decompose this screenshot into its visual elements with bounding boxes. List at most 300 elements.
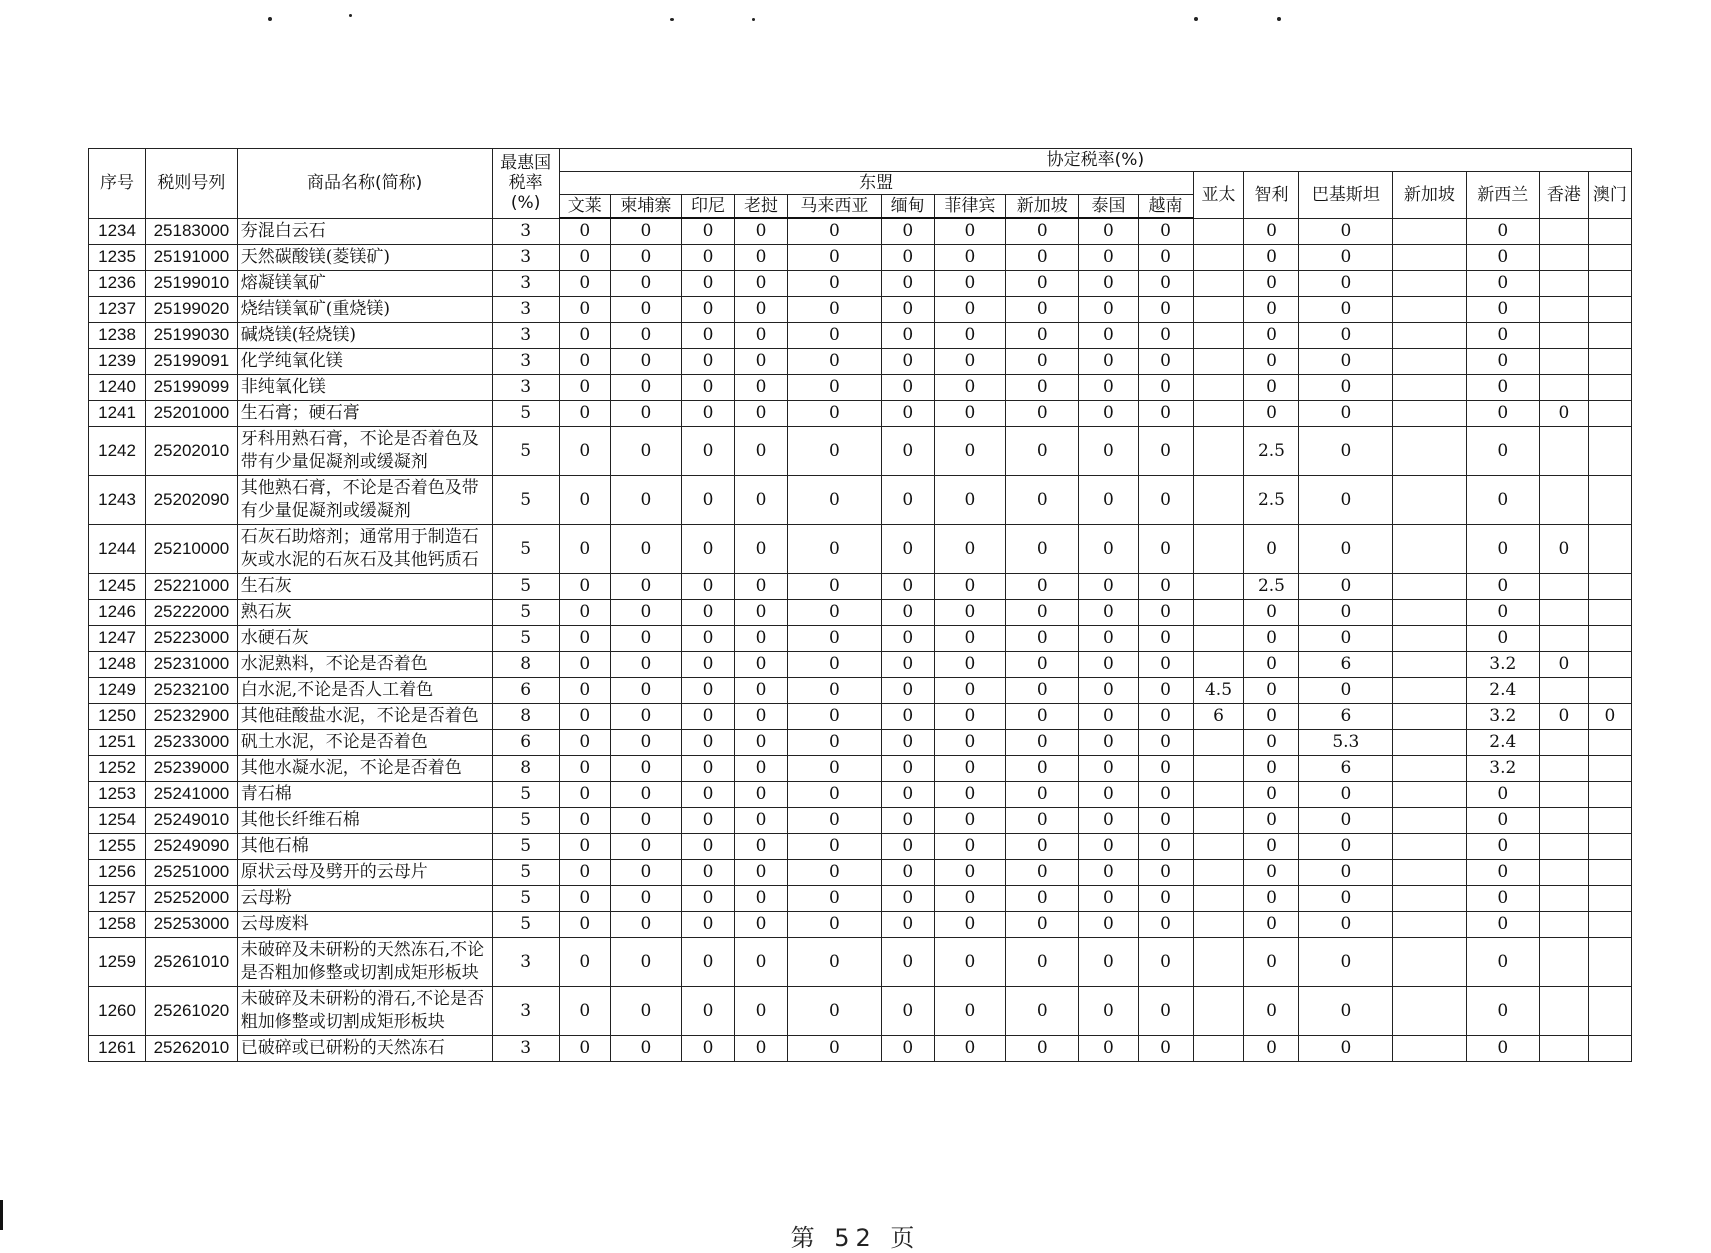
row-other-rate	[1193, 755, 1244, 781]
header-hong-kong: 香港	[1539, 172, 1588, 219]
row-asean-rate: 0	[881, 1035, 934, 1061]
row-asean-rate: 0	[735, 911, 788, 937]
row-other-rate	[1588, 911, 1631, 937]
row-other-rate: 0	[1299, 218, 1393, 244]
row-other-rate	[1393, 270, 1466, 296]
row-other-rate: 0	[1244, 807, 1299, 833]
row-asean-rate: 0	[881, 348, 934, 374]
row-asean-rate: 0	[1138, 270, 1193, 296]
row-seq: 1257	[89, 885, 146, 911]
row-asean-rate: 0	[682, 703, 735, 729]
row-other-rate	[1539, 937, 1588, 986]
row-other-rate	[1539, 244, 1588, 270]
row-other-rate	[1193, 651, 1244, 677]
row-seq: 1252	[89, 755, 146, 781]
row-other-rate: 0	[1539, 400, 1588, 426]
row-asean-rate: 0	[682, 729, 735, 755]
table-row	[89, 524, 1632, 573]
row-code: 25202090	[146, 475, 238, 524]
row-asean-rate: 0	[788, 374, 882, 400]
row-asean-rate: 0	[881, 911, 934, 937]
row-other-rate: 0	[1466, 475, 1539, 524]
row-asean-rate: 0	[1006, 400, 1079, 426]
row-asean-rate: 0	[1079, 755, 1138, 781]
row-code: 25199010	[146, 270, 238, 296]
table-row	[89, 322, 1632, 348]
row-other-rate	[1539, 599, 1588, 625]
row-asean-rate: 0	[1138, 218, 1193, 244]
row-asean-rate: 0	[934, 244, 1005, 270]
row-mfn: 3	[492, 986, 559, 1035]
row-other-rate	[1193, 625, 1244, 651]
row-asean-rate: 0	[682, 651, 735, 677]
row-asean-rate: 0	[881, 651, 934, 677]
row-asean-rate: 0	[610, 625, 681, 651]
row-asean-rate: 0	[735, 885, 788, 911]
row-other-rate: 0	[1299, 833, 1393, 859]
row-other-rate: 0	[1244, 911, 1299, 937]
row-asean-rate: 0	[610, 348, 681, 374]
row-other-rate	[1588, 651, 1631, 677]
row-asean-rate: 0	[610, 244, 681, 270]
row-mfn: 8	[492, 703, 559, 729]
row-asean-rate: 0	[1138, 374, 1193, 400]
row-mfn: 3	[492, 244, 559, 270]
row-other-rate: 0	[1466, 833, 1539, 859]
row-other-rate: 0	[1466, 625, 1539, 651]
row-name: 水泥熟料，不论是否着色	[237, 651, 492, 677]
row-other-rate: 0	[1466, 270, 1539, 296]
row-other-rate: 0	[1466, 885, 1539, 911]
row-asean-rate: 0	[559, 625, 610, 651]
row-mfn: 5	[492, 475, 559, 524]
row-asean-rate: 0	[788, 781, 882, 807]
row-mfn: 5	[492, 524, 559, 573]
row-other-rate: 0	[1244, 755, 1299, 781]
row-other-rate	[1539, 859, 1588, 885]
row-other-rate	[1588, 807, 1631, 833]
row-asean-rate: 0	[735, 475, 788, 524]
row-asean-rate: 0	[1006, 599, 1079, 625]
row-seq: 1256	[89, 859, 146, 885]
row-other-rate	[1539, 986, 1588, 1035]
row-asean-rate: 0	[934, 729, 1005, 755]
row-asean-rate: 0	[610, 400, 681, 426]
row-seq: 1245	[89, 573, 146, 599]
row-asean-rate: 0	[1006, 374, 1079, 400]
row-other-rate	[1588, 755, 1631, 781]
row-other-rate	[1193, 400, 1244, 426]
row-asean-rate: 0	[1138, 244, 1193, 270]
row-asean-rate: 0	[1006, 755, 1079, 781]
row-other-rate: 0	[1466, 348, 1539, 374]
row-asean-rate: 0	[934, 426, 1005, 475]
row-other-rate: 3.2	[1466, 703, 1539, 729]
row-asean-rate: 0	[610, 374, 681, 400]
row-asean-rate: 0	[610, 524, 681, 573]
row-asean-rate: 0	[881, 322, 934, 348]
row-seq: 1253	[89, 781, 146, 807]
row-asean-rate: 0	[610, 296, 681, 322]
row-asean-rate: 0	[735, 859, 788, 885]
row-other-rate: 5.3	[1299, 729, 1393, 755]
row-asean-rate: 0	[881, 270, 934, 296]
row-code: 25199099	[146, 374, 238, 400]
row-seq: 1248	[89, 651, 146, 677]
row-other-rate	[1588, 986, 1631, 1035]
header-cambodia: 柬埔寨	[610, 195, 681, 219]
scan-speck	[670, 18, 674, 21]
row-other-rate	[1393, 651, 1466, 677]
row-other-rate: 0	[1244, 244, 1299, 270]
row-seq: 1235	[89, 244, 146, 270]
row-asean-rate: 0	[934, 374, 1005, 400]
table-row	[89, 426, 1632, 475]
row-asean-rate: 0	[881, 524, 934, 573]
row-other-rate	[1193, 322, 1244, 348]
row-other-rate	[1588, 677, 1631, 703]
row-asean-rate: 0	[1079, 475, 1138, 524]
row-asean-rate: 0	[1079, 348, 1138, 374]
table-row	[89, 911, 1632, 937]
row-asean-rate: 0	[682, 400, 735, 426]
row-asean-rate: 0	[610, 911, 681, 937]
row-asean-rate: 0	[1079, 426, 1138, 475]
row-name: 其他硅酸盐水泥，不论是否着色	[237, 703, 492, 729]
row-mfn: 3	[492, 218, 559, 244]
row-asean-rate: 0	[682, 244, 735, 270]
table-row	[89, 703, 1632, 729]
row-name: 生石灰	[237, 573, 492, 599]
row-asean-rate: 0	[1079, 244, 1138, 270]
row-asean-rate: 0	[610, 755, 681, 781]
row-other-rate: 0	[1299, 348, 1393, 374]
row-other-rate: 0	[1244, 348, 1299, 374]
row-code: 25252000	[146, 885, 238, 911]
row-name: 青石棉	[237, 781, 492, 807]
row-mfn: 8	[492, 755, 559, 781]
row-code: 25232100	[146, 677, 238, 703]
row-asean-rate: 0	[1079, 833, 1138, 859]
row-asean-rate: 0	[735, 218, 788, 244]
row-other-rate	[1193, 270, 1244, 296]
header-mfn	[492, 149, 559, 219]
row-asean-rate: 0	[610, 986, 681, 1035]
table-row	[89, 807, 1632, 833]
row-other-rate: 0	[1466, 986, 1539, 1035]
row-code: 25210000	[146, 524, 238, 573]
row-other-rate: 0	[1244, 296, 1299, 322]
row-asean-rate: 0	[1138, 322, 1193, 348]
row-name: 牙科用熟石膏，不论是否着色及带有少量促凝剂或缓凝剂	[237, 426, 492, 475]
row-asean-rate: 0	[559, 270, 610, 296]
row-other-rate	[1539, 729, 1588, 755]
row-asean-rate: 0	[788, 833, 882, 859]
row-asean-rate: 0	[788, 755, 882, 781]
row-name: 天然碳酸镁(菱镁矿)	[237, 244, 492, 270]
row-other-rate: 0	[1299, 426, 1393, 475]
row-asean-rate: 0	[1006, 426, 1079, 475]
header-singapore-fta: 新加坡	[1393, 172, 1466, 219]
table-row	[89, 573, 1632, 599]
row-asean-rate: 0	[559, 348, 610, 374]
row-mfn: 5	[492, 573, 559, 599]
table-row	[89, 986, 1632, 1035]
row-asean-rate: 0	[934, 475, 1005, 524]
header-macao: 澳门	[1588, 172, 1631, 219]
row-other-rate: 2.5	[1244, 573, 1299, 599]
row-other-rate: 0	[1466, 599, 1539, 625]
row-seq: 1234	[89, 218, 146, 244]
header-agreement: 协定税率(%)	[559, 149, 1631, 172]
row-other-rate	[1393, 937, 1466, 986]
row-asean-rate: 0	[934, 218, 1005, 244]
row-asean-rate: 0	[1079, 625, 1138, 651]
row-asean-rate: 0	[881, 833, 934, 859]
row-asean-rate: 0	[1138, 986, 1193, 1035]
row-name: 熟石灰	[237, 599, 492, 625]
row-asean-rate: 0	[1079, 807, 1138, 833]
row-asean-rate: 0	[881, 859, 934, 885]
row-other-rate	[1193, 374, 1244, 400]
scan-speck	[1194, 17, 1198, 21]
row-other-rate: 0	[1299, 677, 1393, 703]
row-other-rate	[1193, 348, 1244, 374]
row-other-rate: 2.4	[1466, 729, 1539, 755]
row-mfn: 5	[492, 599, 559, 625]
row-asean-rate: 0	[881, 400, 934, 426]
row-other-rate: 0	[1299, 374, 1393, 400]
row-asean-rate: 0	[682, 833, 735, 859]
row-asean-rate: 0	[788, 1035, 882, 1061]
row-name: 非纯氧化镁	[237, 374, 492, 400]
row-asean-rate: 0	[682, 807, 735, 833]
row-other-rate: 0	[1299, 270, 1393, 296]
row-asean-rate: 0	[788, 911, 882, 937]
row-asean-rate: 0	[610, 599, 681, 625]
row-asean-rate: 0	[559, 244, 610, 270]
row-asean-rate: 0	[682, 296, 735, 322]
row-asean-rate: 0	[1079, 911, 1138, 937]
row-asean-rate: 0	[682, 573, 735, 599]
row-other-rate: 0	[1466, 296, 1539, 322]
table-row	[89, 296, 1632, 322]
row-asean-rate: 0	[1006, 781, 1079, 807]
row-asean-rate: 0	[610, 475, 681, 524]
row-asean-rate: 0	[1138, 1035, 1193, 1061]
row-seq: 1242	[89, 426, 146, 475]
row-other-rate: 0	[1466, 524, 1539, 573]
row-code: 25223000	[146, 625, 238, 651]
row-mfn: 3	[492, 1035, 559, 1061]
row-code: 25261010	[146, 937, 238, 986]
row-seq: 1255	[89, 833, 146, 859]
row-name: 原状云母及劈开的云母片	[237, 859, 492, 885]
row-asean-rate: 0	[735, 348, 788, 374]
row-asean-rate: 0	[559, 573, 610, 599]
row-asean-rate: 0	[1079, 859, 1138, 885]
row-asean-rate: 0	[881, 374, 934, 400]
page-number: 第 52 页	[790, 1224, 921, 1252]
row-other-rate: 0	[1244, 1035, 1299, 1061]
row-seq: 1240	[89, 374, 146, 400]
row-other-rate	[1393, 475, 1466, 524]
row-other-rate	[1393, 807, 1466, 833]
row-asean-rate: 0	[559, 833, 610, 859]
row-asean-rate: 0	[934, 755, 1005, 781]
row-asean-rate: 0	[735, 781, 788, 807]
row-other-rate	[1539, 322, 1588, 348]
row-asean-rate: 0	[934, 296, 1005, 322]
row-other-rate: 6	[1299, 755, 1393, 781]
row-other-rate	[1393, 625, 1466, 651]
row-asean-rate: 0	[682, 625, 735, 651]
row-name: 水硬石灰	[237, 625, 492, 651]
tariff-body	[89, 218, 1632, 1061]
row-asean-rate: 0	[788, 270, 882, 296]
table-row	[89, 374, 1632, 400]
row-other-rate	[1193, 833, 1244, 859]
row-asean-rate: 0	[735, 651, 788, 677]
row-asean-rate: 0	[735, 937, 788, 986]
row-other-rate: 0	[1244, 703, 1299, 729]
row-other-rate	[1393, 400, 1466, 426]
row-asean-rate: 0	[1006, 475, 1079, 524]
row-other-rate	[1393, 1035, 1466, 1061]
row-mfn: 6	[492, 729, 559, 755]
row-asean-rate: 0	[559, 218, 610, 244]
row-asean-rate: 0	[1079, 322, 1138, 348]
row-other-rate: 2.4	[1466, 677, 1539, 703]
row-asean-rate: 0	[735, 400, 788, 426]
row-code: 25233000	[146, 729, 238, 755]
row-other-rate	[1393, 729, 1466, 755]
row-asean-rate: 0	[1138, 400, 1193, 426]
row-asean-rate: 0	[1079, 573, 1138, 599]
row-code: 25183000	[146, 218, 238, 244]
row-asean-rate: 0	[559, 677, 610, 703]
row-other-rate: 0	[1466, 1035, 1539, 1061]
row-asean-rate: 0	[881, 807, 934, 833]
row-asean-rate: 0	[559, 1035, 610, 1061]
row-seq: 1236	[89, 270, 146, 296]
row-asean-rate: 0	[1079, 374, 1138, 400]
row-name: 未破碎及未研粉的天然冻石,不论是否粗加修整或切割成矩形板块	[237, 937, 492, 986]
row-asean-rate: 0	[682, 599, 735, 625]
row-asean-rate: 0	[881, 755, 934, 781]
row-asean-rate: 0	[1138, 833, 1193, 859]
row-asean-rate: 0	[1006, 625, 1079, 651]
row-asean-rate: 0	[735, 1035, 788, 1061]
row-asean-rate: 0	[610, 677, 681, 703]
row-code: 25249090	[146, 833, 238, 859]
row-other-rate	[1588, 524, 1631, 573]
header-pakistan: 巴基斯坦	[1299, 172, 1393, 219]
row-other-rate	[1393, 911, 1466, 937]
row-asean-rate: 0	[1006, 986, 1079, 1035]
row-asean-rate: 0	[559, 651, 610, 677]
row-asean-rate: 0	[788, 348, 882, 374]
row-asean-rate: 0	[1006, 651, 1079, 677]
row-other-rate: 0	[1299, 573, 1393, 599]
row-other-rate	[1193, 1035, 1244, 1061]
row-seq: 1261	[89, 1035, 146, 1061]
row-other-rate	[1393, 296, 1466, 322]
header-apta: 亚太	[1193, 172, 1244, 219]
row-name: 矾土水泥，不论是否着色	[237, 729, 492, 755]
table-row	[89, 833, 1632, 859]
row-other-rate: 0	[1244, 625, 1299, 651]
row-mfn: 5	[492, 625, 559, 651]
row-asean-rate: 0	[610, 729, 681, 755]
row-asean-rate: 0	[682, 348, 735, 374]
row-other-rate: 6	[1299, 651, 1393, 677]
row-other-rate: 0	[1244, 781, 1299, 807]
row-other-rate: 0	[1539, 524, 1588, 573]
row-name: 其他水凝水泥，不论是否着色	[237, 755, 492, 781]
row-asean-rate: 0	[735, 524, 788, 573]
row-mfn: 3	[492, 270, 559, 296]
table-row	[89, 218, 1632, 244]
row-other-rate: 0	[1244, 677, 1299, 703]
row-asean-rate: 0	[1138, 625, 1193, 651]
scan-speck	[752, 18, 755, 21]
table-row	[89, 937, 1632, 986]
row-asean-rate: 0	[735, 322, 788, 348]
row-asean-rate: 0	[1138, 677, 1193, 703]
table-row	[89, 859, 1632, 885]
row-asean-rate: 0	[934, 911, 1005, 937]
row-seq: 1254	[89, 807, 146, 833]
row-other-rate: 0	[1466, 859, 1539, 885]
table-row	[89, 348, 1632, 374]
row-other-rate	[1588, 937, 1631, 986]
header-philippines: 菲律宾	[934, 195, 1005, 219]
row-asean-rate: 0	[1138, 475, 1193, 524]
header-name: 商品名称(简称)	[237, 149, 492, 219]
row-asean-rate: 0	[559, 755, 610, 781]
row-name: 烧结镁氧矿(重烧镁)	[237, 296, 492, 322]
row-asean-rate: 0	[1006, 911, 1079, 937]
row-other-rate	[1193, 911, 1244, 937]
header-laos: 老挝	[735, 195, 788, 219]
row-code: 25221000	[146, 573, 238, 599]
row-asean-rate: 0	[559, 296, 610, 322]
row-asean-rate: 0	[934, 1035, 1005, 1061]
row-asean-rate: 0	[881, 296, 934, 322]
row-name: 夯混白云石	[237, 218, 492, 244]
row-asean-rate: 0	[1006, 524, 1079, 573]
row-other-rate: 6	[1299, 703, 1393, 729]
header-vietnam: 越南	[1138, 195, 1193, 219]
row-other-rate	[1193, 986, 1244, 1035]
row-other-rate	[1193, 244, 1244, 270]
row-asean-rate: 0	[881, 677, 934, 703]
row-asean-rate: 0	[788, 703, 882, 729]
row-code: 25232900	[146, 703, 238, 729]
table-row	[89, 677, 1632, 703]
row-asean-rate: 0	[682, 755, 735, 781]
row-asean-rate: 0	[1079, 1035, 1138, 1061]
row-mfn: 5	[492, 911, 559, 937]
row-asean-rate: 0	[788, 400, 882, 426]
row-asean-rate: 0	[934, 573, 1005, 599]
row-other-rate	[1588, 244, 1631, 270]
row-other-rate	[1588, 322, 1631, 348]
row-asean-rate: 0	[610, 218, 681, 244]
row-asean-rate: 0	[788, 524, 882, 573]
tariff-table	[88, 148, 1632, 1062]
